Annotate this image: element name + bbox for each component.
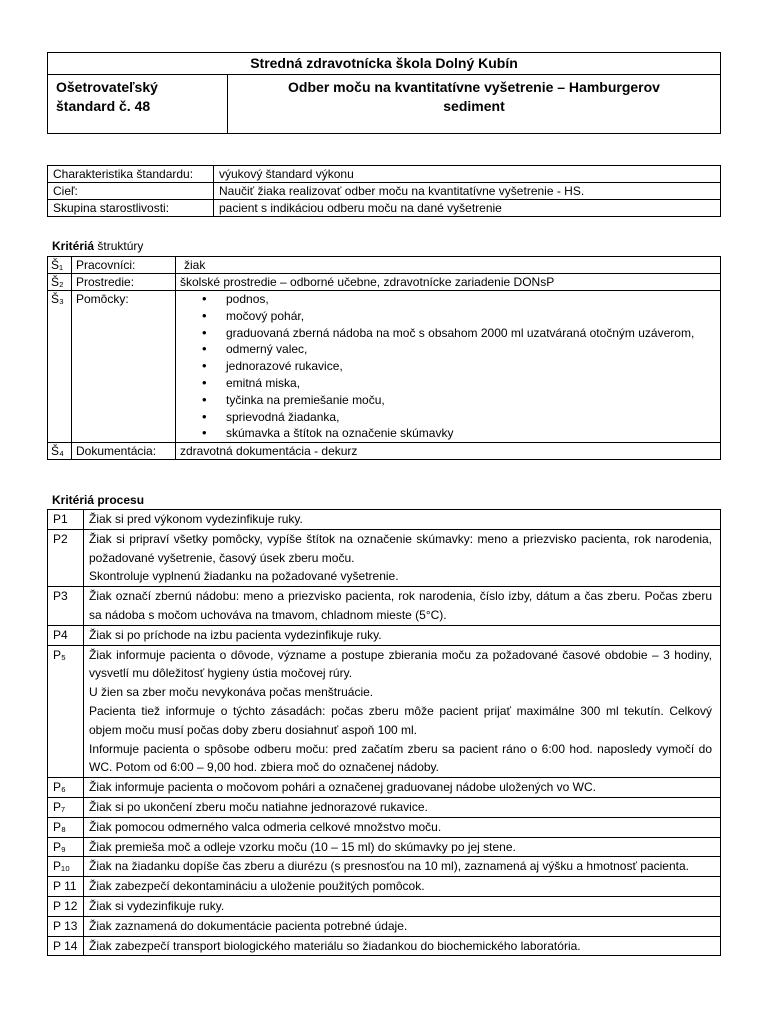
process-line: Žiak si pripraví všetky pomôcky, vypíše štítok na označenie skúmavky: meno a priezvisko pacienta, rok narodenia, požadované vyšetrenie, časový úsek zberu moču.	[89, 531, 712, 565]
process-code: P₉	[48, 837, 84, 857]
process-line: Žiak pomocou odmerného valca odmeria celkové množstvo moču.	[89, 819, 442, 834]
char-key: Skupina starostlivosti:	[48, 200, 214, 217]
list-item: • skúmavka a štítok na označenie skúmavky	[226, 425, 716, 442]
structure-value: školské prostredie – odborné učebne, zdravotnícke zariadenie DONsP	[176, 274, 721, 291]
process-code: P₁₀	[48, 857, 84, 877]
process-line: Žiak zabezpečí dekontamináciu a uloženie použitých pomôcok.	[89, 879, 425, 894]
process-text	[84, 778, 721, 798]
process-code: P₇	[48, 797, 84, 817]
process-text	[84, 896, 721, 916]
table-row	[48, 166, 721, 183]
table-row	[48, 778, 721, 798]
standard-line-1: Ošetrovateľský	[56, 79, 158, 95]
process-text	[84, 877, 721, 897]
aids-cell	[176, 291, 721, 443]
table-row	[48, 257, 721, 274]
table-row	[48, 625, 721, 645]
table-row	[48, 587, 721, 626]
characteristics-table	[47, 165, 721, 217]
process-table	[47, 509, 721, 956]
char-key: Cieľ:	[48, 183, 214, 200]
structure-label: Pracovníci:	[72, 257, 176, 274]
process-text	[84, 587, 721, 626]
process-code: P 12	[48, 896, 84, 916]
structure-heading-bold: Kritériá	[52, 239, 95, 253]
process-text	[84, 625, 721, 645]
table-row	[48, 797, 721, 817]
topic-line-1: Odber moču na kvantitatívne vyšetrenie – Hamburgerov	[288, 79, 660, 95]
list-item: • močový pohár,	[226, 308, 716, 325]
school-name: Stredná zdravotnícka škola Dolný Kubín	[48, 53, 721, 75]
aids-list	[180, 291, 716, 442]
process-line: Žiak označí zbernú nádobu: meno a priezvisko pacienta, rok narodenia, číslo izby, dátum a čas zberu. Počas zberu sa nádoba s močom uchováva na tmavom, chladnom mieste (5°C).	[89, 589, 712, 622]
process-line: Žiak si pred výkonom vydezinfikuje ruky.	[89, 512, 303, 526]
char-value: výukový štandard výkonu	[214, 166, 721, 183]
table-row	[48, 916, 721, 936]
process-line: Žiak premieša moč a odleje vzorku moču (10 – 15 ml) do skúmavky po jej stene.	[89, 839, 516, 854]
structure-code: Š₁	[48, 257, 72, 274]
table-row	[48, 817, 721, 837]
table-row	[48, 510, 721, 530]
list-item: • jednorazové rukavice,	[226, 358, 716, 375]
table-row	[48, 443, 721, 460]
structure-table	[47, 256, 721, 460]
table-row	[48, 857, 721, 877]
process-text	[84, 797, 721, 817]
table-row	[48, 200, 721, 217]
structure-label: Prostredie:	[72, 274, 176, 291]
list-item: • sprievodná žiadanka,	[226, 409, 716, 426]
process-text	[84, 510, 721, 530]
process-line: Žiak zabezpečí transport biologického materiálu so žiadankou do biochemického laboratória.	[89, 938, 581, 953]
structure-heading	[52, 238, 143, 254]
list-item: • odmerný valec,	[226, 341, 716, 358]
process-line: Skontroluje vyplnenú žiadanku na požadované vyšetrenie.	[89, 569, 399, 584]
process-code: P1	[48, 510, 84, 530]
structure-value: zdravotná dokumentácia - dekurz	[176, 443, 721, 460]
list-item: • podnos,	[226, 291, 716, 308]
process-code: P3	[48, 587, 84, 626]
process-code: P₈	[48, 817, 84, 837]
topic-line-2: sediment	[443, 98, 505, 114]
standard-line-2: štandard č. 48	[56, 98, 151, 114]
process-text	[84, 645, 721, 778]
process-heading	[52, 492, 144, 508]
list-item: • emitná miska,	[226, 375, 716, 392]
process-code: P 11	[48, 877, 84, 897]
process-line: Informuje pacienta o spôsobe odberu moču: pred začatím zberu sa pacient ráno o 6:00 hod. naposledy vymočí do WC. Potom od 6:00 – 9,00 hod. zbiera moč do označenej nádoby.	[89, 741, 712, 775]
process-code: P 13	[48, 916, 84, 936]
structure-value: žiak	[176, 257, 721, 274]
table-row	[48, 837, 721, 857]
table-row	[48, 877, 721, 897]
process-line: Žiak informuje pacienta o močovom pohári a označenej graduovanej nádobe uložených vo WC.	[89, 780, 596, 795]
table-row	[48, 529, 721, 586]
process-text	[84, 916, 721, 936]
structure-label: Pomôcky:	[72, 291, 176, 443]
process-line: U žien sa zber moču nevykonáva počas menštruácie.	[89, 685, 374, 700]
structure-code: Š₂	[48, 274, 72, 291]
process-text	[84, 857, 721, 877]
process-line: Žiak zaznamená do dokumentácie pacienta potrebné údaje.	[89, 918, 408, 933]
table-row	[48, 274, 721, 291]
process-code: P2	[48, 529, 84, 586]
structure-code: Š₃	[48, 291, 72, 443]
process-code: P₅	[48, 645, 84, 778]
process-line: Žiak informuje pacienta o dôvode, význame a postupe zbierania moču za požadované časové obdobie – 3 hodiny, vysvetlí mu dôležitosť hygieny ústia močovej rúry.	[89, 647, 712, 681]
process-text	[84, 817, 721, 837]
process-line: Žiak si vydezinfikuje ruky.	[89, 898, 225, 913]
process-line: Žiak si po príchode na izbu pacienta vydezinfikuje ruky.	[89, 627, 382, 642]
table-row	[48, 645, 721, 778]
list-item: • graduovaná zberná nádoba na moč s obsahom 2000 ml uzatváraná otočným uzáverom,	[226, 325, 716, 342]
table-row	[48, 183, 721, 200]
process-code: P4	[48, 625, 84, 645]
process-text	[84, 837, 721, 857]
table-row	[48, 936, 721, 956]
char-value: pacient s indikáciou odberu moču na dané vyšetrenie	[214, 200, 721, 217]
structure-heading-rest: štruktúry	[94, 239, 144, 253]
process-heading-text: Kritériá procesu	[52, 493, 145, 507]
char-key: Charakteristika štandardu:	[48, 166, 214, 183]
process-line: Žiak na žiadanku dopíše čas zberu a diurézu (s presnosťou na 10 ml), zaznamená aj výšku a hmotnosť pacienta.	[89, 859, 689, 874]
process-code: P 14	[48, 936, 84, 956]
process-line: Pacienta tiež informuje o týchto zásadách: počas zberu môže pacient prijať maximálne 300 ml tekutín. Celkový objem moču musí počas doby zberu dosiahnuť aspoň 100 ml.	[89, 703, 712, 737]
header-table	[47, 52, 721, 134]
process-text	[84, 936, 721, 956]
standard-number	[48, 75, 228, 134]
process-text	[84, 529, 721, 586]
process-line: Žiak si po ukončení zberu moču natiahne jednorazové rukavice.	[89, 799, 428, 814]
structure-code: Š₄	[48, 443, 72, 460]
structure-label: Dokumentácia:	[72, 443, 176, 460]
standard-topic	[228, 75, 721, 134]
list-item: • tyčinka na premiešanie moču,	[226, 392, 716, 409]
char-value: Naučiť žiaka realizovať odber moču na kvantitatívne vyšetrenie - HS.	[214, 183, 721, 200]
table-row	[48, 896, 721, 916]
table-row	[48, 291, 721, 443]
process-code: P₆	[48, 778, 84, 798]
